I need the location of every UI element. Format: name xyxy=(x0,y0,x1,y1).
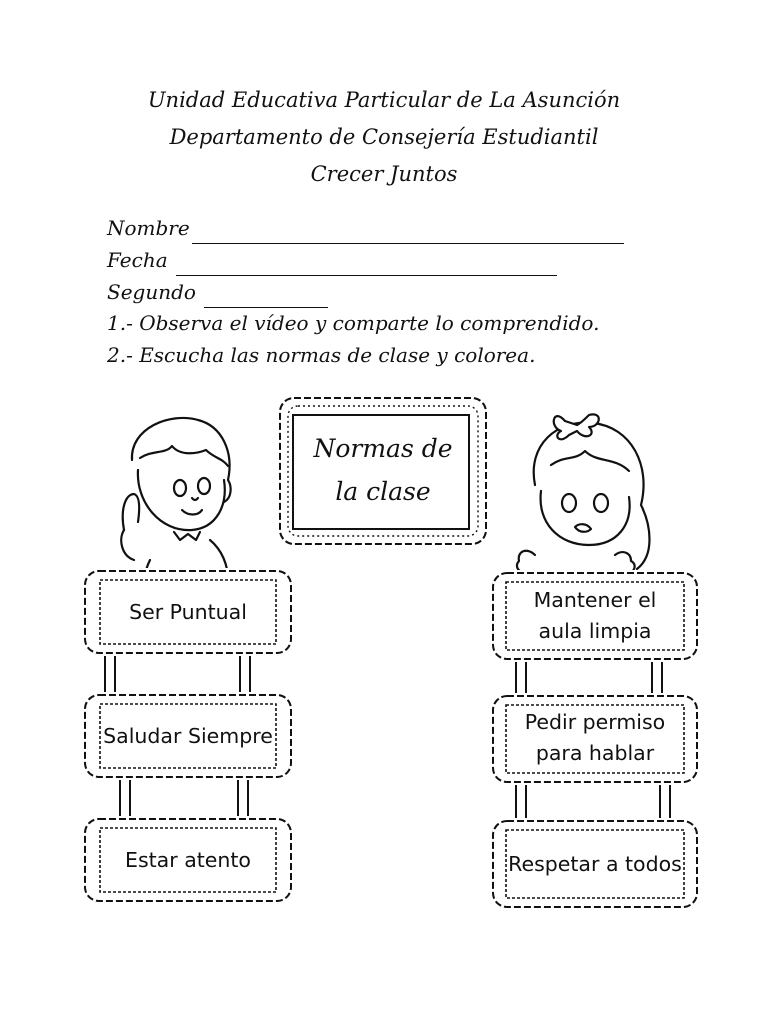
instruction-2: 2.- Escucha las normas de clase y colorea. xyxy=(107,343,536,367)
document-header xyxy=(0,82,768,193)
title-board xyxy=(277,395,489,547)
title-line-1: Normas de xyxy=(313,434,453,463)
right-sign-1-line-1: Mantener el xyxy=(533,588,657,612)
school-name: Unidad Educativa Particular de La Asunción xyxy=(147,88,621,112)
girl-with-bow-icon xyxy=(505,405,675,585)
right-sign-3-text: Respetar a todos xyxy=(508,852,682,876)
left-sign-3-text: Estar atento xyxy=(125,848,251,872)
right-sign-1-line-2: aula limpia xyxy=(538,619,652,643)
instruction-1: 1.- Observa el vídeo y comparte lo comprendido. xyxy=(107,311,600,335)
date-blank[interactable] xyxy=(176,255,557,276)
right-sign-3 xyxy=(490,818,700,910)
date-row xyxy=(107,244,707,276)
left-sign-1-text: Ser Puntual xyxy=(129,600,247,624)
right-sign-2 xyxy=(490,693,700,785)
class-rules-illustration xyxy=(0,390,768,920)
grade-row xyxy=(107,276,707,308)
grade-blank[interactable] xyxy=(204,287,328,308)
left-sign-3 xyxy=(82,816,294,904)
student-fields xyxy=(107,212,707,372)
name-label: Nombre xyxy=(107,215,190,240)
right-sign-2-line-1: Pedir permiso xyxy=(524,710,666,734)
date-label: Fecha xyxy=(107,247,168,272)
left-sign-2 xyxy=(82,692,294,780)
department-name: Departamento de Consejería Estudiantil xyxy=(169,125,599,149)
name-blank[interactable] xyxy=(192,223,624,244)
boy-pointing-icon xyxy=(110,410,240,585)
name-row xyxy=(107,212,707,244)
program-name: Crecer Juntos xyxy=(310,162,458,186)
grade-label: Segundo xyxy=(107,279,196,304)
left-sign-1 xyxy=(82,568,294,656)
title-line-2: la clase xyxy=(335,477,431,506)
right-sign-2-line-2: para hablar xyxy=(535,741,655,765)
right-sign-1 xyxy=(490,570,700,662)
left-sign-2-text: Saludar Siempre xyxy=(103,724,273,748)
